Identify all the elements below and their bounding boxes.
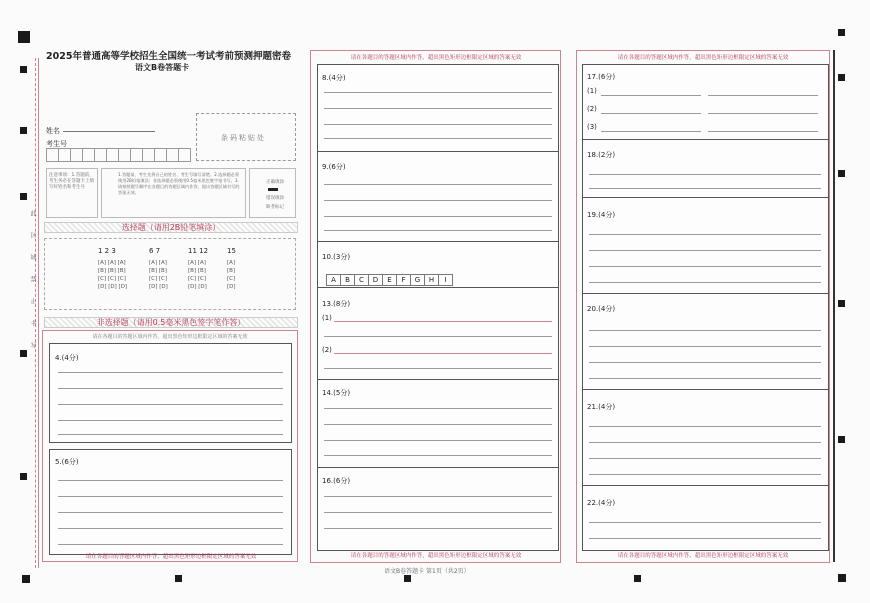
q19-box[interactable]: 19.(4分): [582, 197, 829, 295]
registration-mark: [20, 66, 27, 73]
registration-mark: [175, 575, 182, 582]
registration-mark: [20, 350, 27, 357]
q8-box[interactable]: 8.(4分): [317, 64, 559, 153]
notice-middle: 1.答题前，考生先将自己的姓名、考生号填写清楚。2.选择题必须使用2B铅笔填涂；非选择题必须使用0.5毫米黑色签字笔书写。3.请按照题号顺序在各题目的答题区域内作答，超出答题区域书写的答案无效。: [101, 168, 246, 218]
q22-box[interactable]: 22.(4分): [582, 485, 829, 551]
right-binding-line: [833, 50, 835, 562]
name-field[interactable]: [63, 131, 155, 132]
q16-box[interactable]: 16.(6分): [317, 467, 559, 551]
q10-letter-row[interactable]: A B C D E F G H I: [326, 267, 452, 286]
registration-mark: [838, 300, 845, 307]
q4-box[interactable]: [49, 343, 292, 443]
nonchoice-banner: 非选择题（请用0.5毫米黑色签字笔作答）: [44, 317, 298, 328]
registration-mark: [838, 170, 845, 177]
filled-bubble-sample: [268, 188, 278, 191]
page-subtitle: 语文B卷答题卡: [135, 63, 190, 72]
page-title: 2025年普通高等学校招生全国统一考试考前预测押题密卷: [46, 51, 291, 62]
q18-box[interactable]: 18.(2分): [582, 139, 829, 199]
registration-mark: [20, 193, 27, 200]
q13-box[interactable]: 13.(8分) (1) (2): [317, 287, 559, 381]
q17-box[interactable]: 17.(6分) (1) (2) (3): [582, 64, 829, 141]
registration-mark: [838, 29, 845, 36]
barcode-area: [196, 113, 296, 161]
choice-group[interactable]: 1 2 3 [A] [A] [A] [B] [B] [B] [C] [C] [C] [D] [D] [D]: [98, 247, 128, 290]
q9-box[interactable]: 9.(6分): [317, 151, 559, 243]
page-footer: 语文B卷答题卡 第1页（共2页）: [384, 568, 470, 575]
answer-panel-col1: 请在各题目的答题区域内作答，超出黑色矩形边框限定区域的答案无效 4.(4分) 5.(6分) 请在各题目的答题区域内作答，超出黑色矩形边框限定区域的答案无效: [42, 330, 298, 562]
notice-right: 正确填涂 错误填涂 缺考标记: [249, 168, 296, 218]
q5-box[interactable]: [49, 449, 292, 555]
q4-title: 4.(4分): [55, 354, 79, 362]
binding-line: [38, 58, 39, 568]
name-label: 姓名: [46, 127, 60, 135]
registration-mark: [838, 574, 846, 582]
q14-box[interactable]: 14.(5分): [317, 379, 559, 469]
answer-panel-col2: 请在各题目的答题区域内作答，超出黑色矩形边框限定区域的答案无效 8.(4分) 9.(6分) 10.(3分) A B C D E F G H I 13.(8分) (1) (2) 14.(5分) 16.(6分) 请在各题目的答题区域内作答，超出黑色矩形边框限定区域的答案无效: [310, 50, 561, 563]
registration-mark: [634, 575, 641, 582]
registration-mark: [20, 473, 27, 480]
registration-mark: [838, 436, 845, 443]
choice-banner: 选择题（请用2B铅笔填涂）: [44, 222, 298, 233]
exam-id-label: 考生号: [46, 140, 67, 148]
barcode-label: 条码粘贴处: [221, 134, 266, 142]
registration-mark: [22, 575, 30, 583]
choice-area: [44, 238, 296, 310]
answer-panel-col3: 请在各题目的答题区域内作答，超出黑色矩形边框限定区域的答案无效 17.(6分) (1) (2) (3) 18.(2分) 19.(4分) 20.(4分) 21.(4分) 22.(4分) 请在各题目的答题区域内作答，超出黑色矩形边框限定区域的答案无效: [576, 50, 830, 563]
q5-title: 5.(6分): [55, 458, 79, 466]
q10-box[interactable]: 10.(3分) A B C D E F G H I: [317, 241, 559, 289]
side-label: 此区域禁止书写: [29, 210, 36, 364]
registration-mark: [20, 127, 27, 134]
choice-group[interactable]: 15 [A] [B] [C] [D]: [227, 247, 236, 290]
q20-box[interactable]: 20.(4分): [582, 293, 829, 391]
registration-mark: [18, 31, 30, 43]
registration-mark: [838, 74, 845, 81]
notice-left: 注意事项：1.答题前，考生务必在答题卡上填写好姓名和考生号: [46, 168, 98, 218]
choice-group[interactable]: 6 7 [A] [A] [B] [B] [C] [C] [D] [D]: [149, 247, 168, 290]
q21-box[interactable]: 21.(4分): [582, 389, 829, 487]
registration-mark: [404, 575, 411, 582]
choice-group[interactable]: 11 12 [A] [A] [B] [B] [C] [C] [D] [D]: [188, 247, 209, 290]
